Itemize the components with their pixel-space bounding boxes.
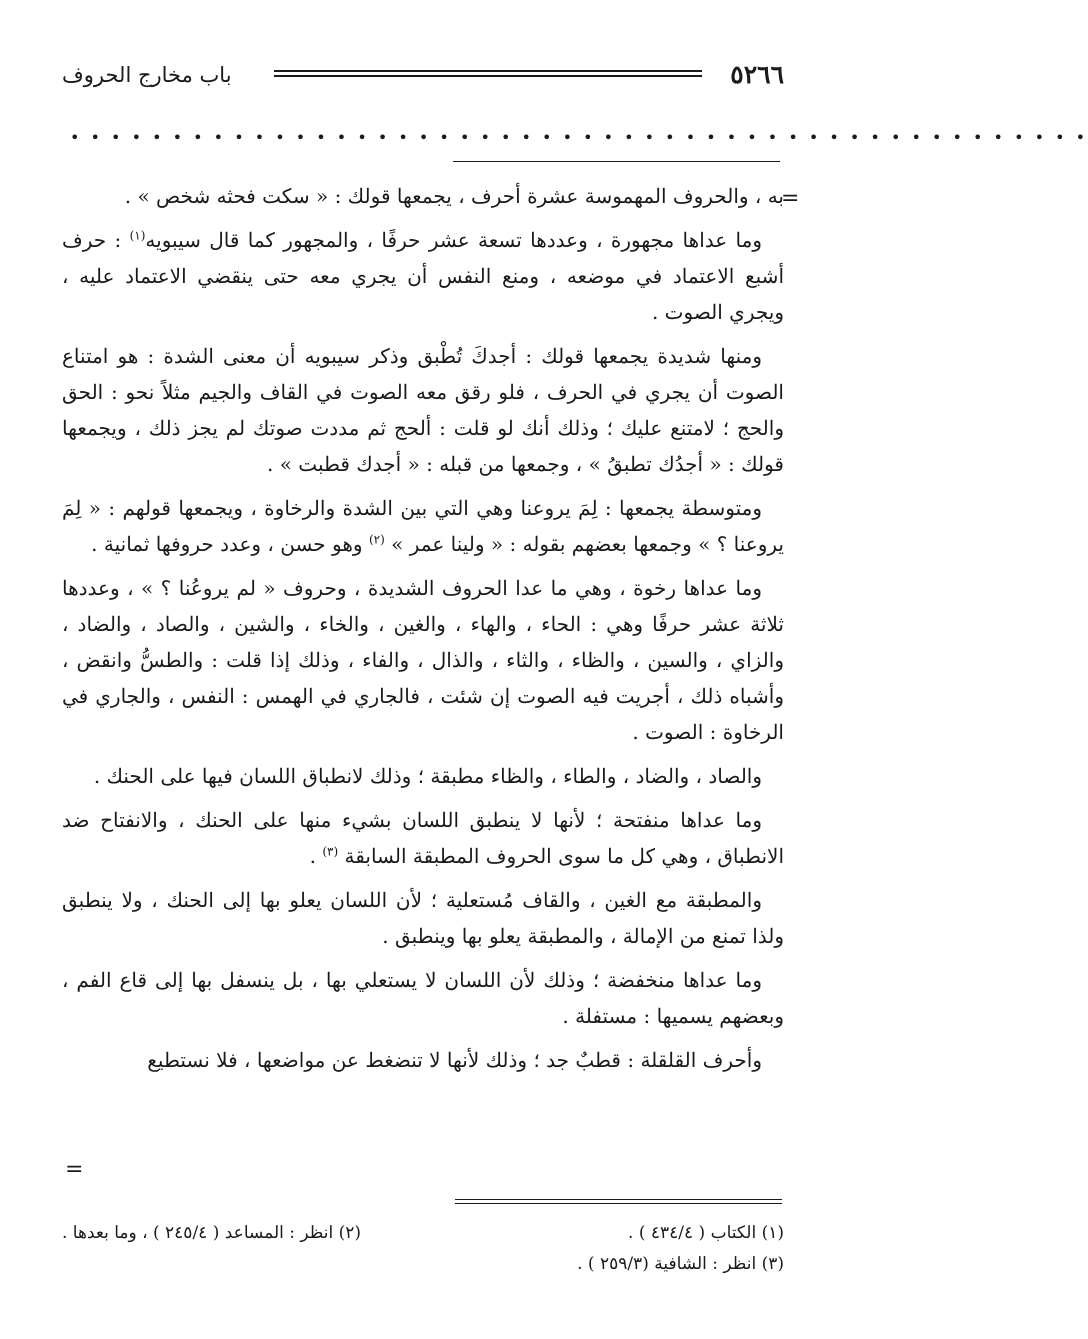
chapter-title: باب مخارج الحروف [62, 63, 232, 87]
paragraph: والصاد ، والضاد ، والطاء ، والظاء مطبقة ؛ وذلك لانطباق اللسان فيها على الحنك . [93, 764, 762, 788]
footnote-1: (١) الكتاب ( ٤٣٤/٤ ) . [628, 1223, 784, 1243]
section-rule [453, 161, 780, 162]
paragraph: وما عداها مجهورة ، وعددها تسعة عشر حرفًا ، والمجهور كما قال سيبويه$^{(١)}$ : حرف أشبع الاعتماد في موضعه ، ومنع النفس أن يجري معه حتى ينقضي الاعتماد عليه ، ويجري الصوت . [62, 228, 784, 324]
header-double-rule [274, 70, 702, 77]
footnote-row [62, 1249, 784, 1280]
paragraph: ومنها شديدة يجمعها قولك : أجدكَ تُطْبق وذكر سيبويه أن معنى الشدة : هو امتناع الصوت أن يجري في الحرف ، فلو رقق معه الصوت في القاف والجيم مثلاً نحو : الحق والحج ؛ لامتنع عليك ؛ وذلك أنك لو قلت : ألحج ثم مددت صوتك لم يجز ذلك ، ويجمعها قولك : « أجدُك تطبقُ » ، وجمعها من قبله : « أجدك قطبت » . [62, 344, 784, 476]
continuation-mark-top: = [781, 186, 800, 211]
footnote-ref[interactable]: (٣) [322, 844, 339, 859]
footnote-rule [455, 1199, 782, 1204]
paragraph: وما عداها رخوة ، وهي ما عدا الحروف الشديدة ، وحروف « لم يروعُنا ؟ » ، وعددها ثلاثة عشر حرفًا وهي : الحاء ، والهاء ، والغين ، والخاء ، والشين ، والصاد ، والضاد ، والزاي ، والسين ، والظاء ، والثاء ، والذال ، والفاء ، وذلك إذا قلت : والطسُّ وانقض ، وأشباه ذلك ، أجريت فيه الصوت إن شئت ، فالجاري في الهمس : النفس ، والجاري في الرخاوة : الصوت . [62, 576, 784, 744]
footnotes [62, 1218, 784, 1280]
footnote-row [62, 1218, 784, 1249]
paragraph: والمطبقة مع الغين ، والقاف مُستعلية ؛ لأن اللسان يعلو بها إلى الحنك ، ولا ينطبق ولذا تمنع من الإمالة ، والمطبقة يعلو بها وينطبق . [62, 888, 784, 948]
paragraph: ومتوسطة يجمعها : لِمَ يروعنا وهي التي بين الشدة والرخاوة ، ويجمعها قولهم : « لِمَ يروعنا ؟ » وجمعها بعضهم بقوله : « ولينا عمر » $^{(٢)}$ وهو حسن ، وعدد حروفها ثمانية . [62, 496, 784, 556]
paragraph: به ، والحروف المهموسة عشرة أحرف ، يجمعها قولك : « سكت فحثه شخص » . [124, 184, 784, 208]
footnote-3: (٣) انظر : الشافية (٢٥٩/٣ ) . [577, 1254, 784, 1274]
paragraph: وما عداها منفتحة ؛ لأنها لا ينطبق اللسان بشيء منها على الحنك ، والانفتاح ضد الانطباق ، وهي كل ما سوى الحروف المطبقة السابقة $^{(٣)}$ . [62, 808, 784, 868]
page-number: ٥٢٦٦ [730, 60, 784, 89]
footnote-ref[interactable]: (٢) [368, 532, 385, 547]
footnote-2: (٢) انظر : المساعد ( ٢٤٥/٤ ) ، وما بعدها . [62, 1223, 362, 1243]
paragraph: وأحرف القلقلة : قطبٌ جد ؛ وذلك لأنها لا تنضغط عن مواضعها ، فلا نستطيع [147, 1048, 762, 1072]
page-header [62, 58, 784, 94]
footnote-ref[interactable]: (١) [129, 228, 146, 243]
paragraph: وما عداها منخفضة ؛ وذلك لأن اللسان لا يستعلي بها ، بل ينسفل بها إلى قاع الفم ، وبعضهم يسميها : مستفلة . [62, 968, 784, 1028]
continuation-mark-bottom: = [65, 1157, 84, 1182]
dotted-separator: • • • • • • • • • • • • • • • • • • • • • • • • • • • • • • • • • • • • • • • • • • • • • • • • • • [70, 128, 1088, 147]
main-text [62, 178, 784, 1086]
